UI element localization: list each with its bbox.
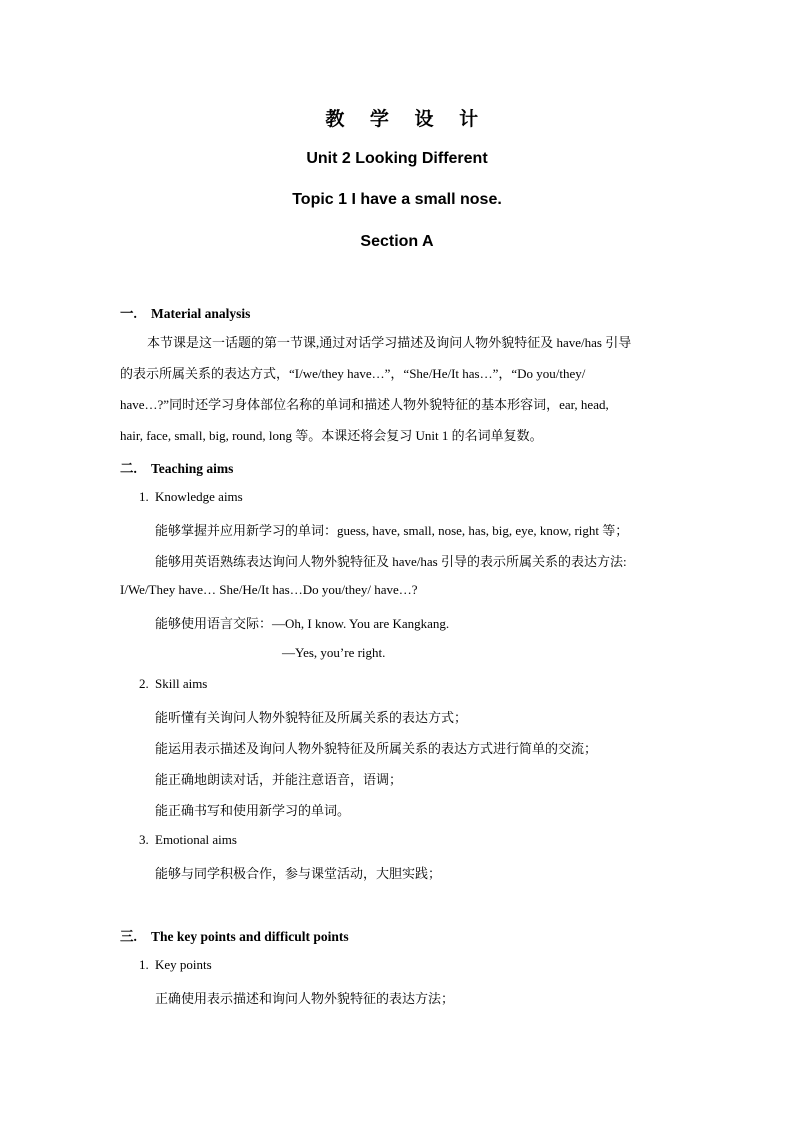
section-key-points [120, 925, 349, 945]
topic-heading: Topic 1 I have a small nose. [292, 191, 502, 208]
knowledge-aims-heading: 1. Knowledge aims [139, 489, 243, 504]
emotional-aim-1: 能够与同学积极合作，参与课堂活动，大胆实践； [155, 866, 442, 881]
skill-aim-4: 能正确书写和使用新学习的单词。 [155, 803, 351, 818]
key-point-1: 正确使用表示描述和询问人物外貌特征的表达方法； [155, 991, 455, 1006]
emotional-aims-heading: 3. Emotional aims [139, 832, 237, 847]
skill-aim-2: 能运用表示描述及询问人物外貌特征及所属关系的表达方式进行简单的交流； [155, 741, 598, 756]
section-material-analysis [120, 302, 250, 322]
knowledge-aim-3: 能够使用语言交际：—Oh, I know. You are Kangkang. [155, 616, 450, 631]
section-number: 二. [120, 461, 137, 476]
section-number: 一. [120, 306, 137, 321]
unit-heading: Unit 2 Looking Different [306, 150, 488, 167]
section-teaching-aims [120, 457, 233, 477]
knowledge-aim-3-reply: —Yes, you’re right. [282, 645, 386, 660]
skill-aim-3: 能正确地朗读对话，并能注意语音，语调； [155, 772, 403, 787]
knowledge-aim-1: 能够掌握并应用新学习的单词：guess, have, small, nose, has, big, eye, know, right 等； [155, 523, 629, 538]
material-analysis-paragraph [120, 332, 674, 444]
document-title: 教 学 设 计 [325, 108, 488, 130]
paragraph-line: hair, face, small, big, round, long 等。本课还将会复习 Unit 1 的名词单复数。 [120, 428, 543, 443]
section-title: The key points and difficult points [151, 929, 349, 944]
knowledge-aim-2: 能够用英语熟练表达询问人物外貌特征及 have/has 引导的表示所属关系的表达方法: [155, 554, 627, 569]
paragraph-line: 的表示所属关系的表达方式，“I/we/they have…”，“She/He/It has…”，“Do you/they/ [120, 366, 586, 381]
skill-aims-heading: 2. Skill aims [139, 676, 208, 691]
section-number: 三. [120, 929, 137, 944]
skill-aim-1: 能听懂有关询问人物外貌特征及所属关系的表达方式； [155, 710, 468, 725]
paragraph-line: 本节课是这一话题的第一节课,通过对话学习描述及询问人物外貌特征及 have/has 引导 [147, 335, 632, 350]
section-title: Teaching aims [151, 461, 234, 476]
key-points-heading: 1. Key points [139, 957, 212, 972]
section-heading: Section A [360, 233, 434, 250]
paragraph-line: have…?”同时还学习身体部位名称的单词和描述人物外貌特征的基本形容词，ear, head, [120, 397, 609, 412]
section-title: Material analysis [151, 306, 251, 321]
knowledge-aim-2-continued: I/We/They have… She/He/It has…Do you/they/ have…? [120, 582, 418, 597]
